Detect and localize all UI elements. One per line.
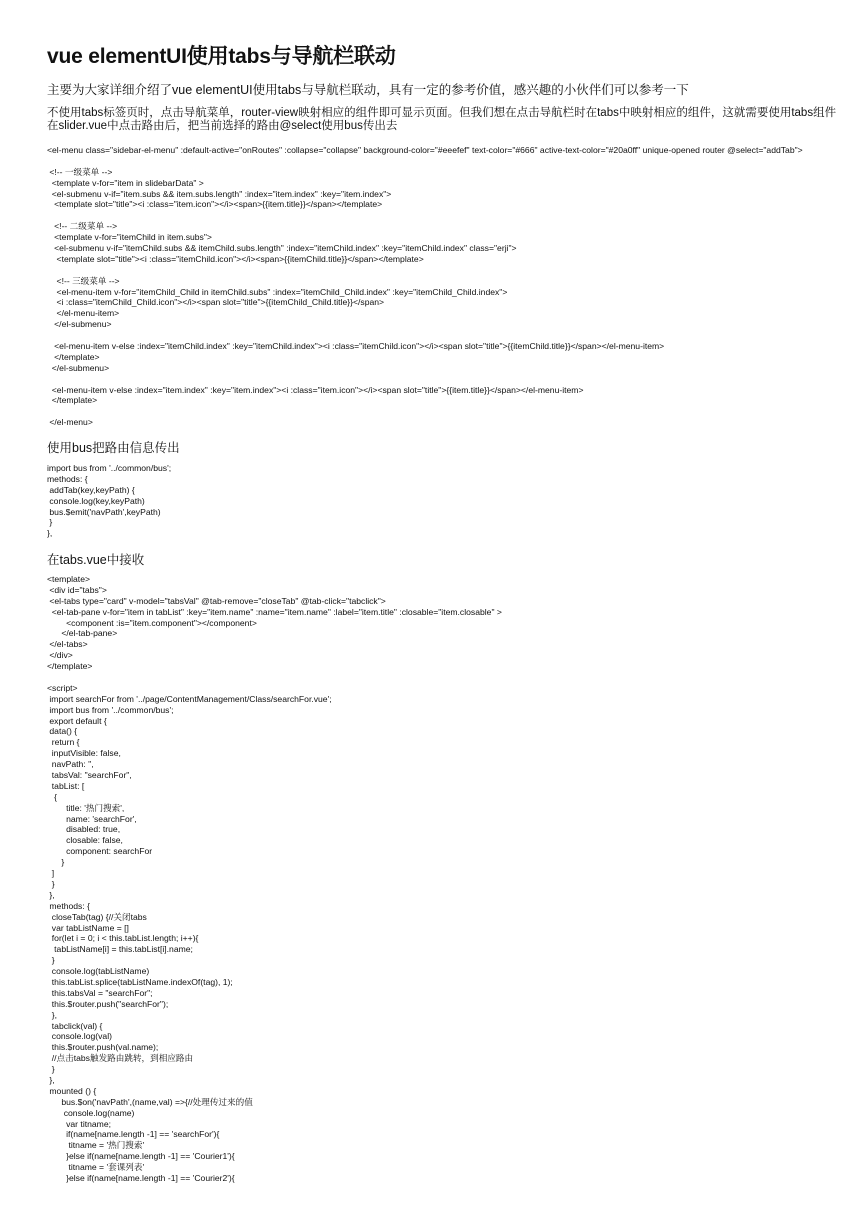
section-heading-tabs: 在tabs.vue中接收 — [47, 553, 145, 567]
code-line: tabclick(val) { — [47, 1020, 103, 1031]
code-line: tabsVal: "searchFor", — [47, 770, 132, 781]
section-heading-bus: 使用bus把路由信息传出 — [47, 441, 180, 455]
code-line: return { — [47, 737, 80, 748]
code-line: disabled: true, — [47, 824, 121, 835]
code-line: <template slot="title"><i :class="item.icon"></i><span>{{item.title}}</span></template> — [47, 199, 383, 210]
code-line: mounted () { — [47, 1085, 97, 1096]
code-line: <el-submenu v-if="item.subs && item.subs.length" :index="item.index" :key="item.index"> — [47, 188, 392, 199]
code-line: <template v-for="itemChild in item.subs"> — [47, 232, 212, 243]
code-line: <el-menu-item v-else :index="itemChild.index" :key="itemChild.index"><i :class="itemChild.icon"></i><span slot="title">{{itemChild.title}}</span></el-menu-item> — [47, 341, 665, 352]
code-line: export default { — [47, 715, 107, 726]
code-line: console.log(tabListName) — [47, 966, 150, 977]
code-line: <div id="tabs"> — [47, 584, 107, 595]
code-line: this.tabList.splice(tabListName.indexOf(tag), 1); — [47, 976, 233, 987]
code-line: console.log(key,keyPath) — [47, 495, 145, 506]
code-line: <el-submenu v-if="itemChild.subs && itemChild.subs.length" :index="itemChild.index" :key="itemChild.index" class="erji"> — [47, 243, 517, 254]
description-paragraph — [47, 107, 837, 133]
code-line: { — [47, 791, 58, 802]
code-line: bus.$emit('navPath',keyPath) — [47, 506, 161, 517]
code-line: <template v-for="item in slidebarData" > — [47, 177, 204, 188]
code-line: <i :class="itemChild_Child.icon"></i><span slot="title">{{itemChild_Child.title}}</span> — [47, 297, 385, 308]
paragraph-line: 在slider.vue中点击路由后，把当前选择的路由@select使用bus传出去 — [47, 120, 398, 132]
code-line: var titname; — [47, 1118, 111, 1129]
code-line: </template> — [47, 351, 100, 362]
code-line — [47, 156, 803, 167]
code-line: </template> — [47, 395, 98, 406]
code-line: <el-tabs type="card" v-model="tabsVal" @tab-remove="closeTab" @tab-click="tabclick"> — [47, 595, 386, 606]
code-line: <el-menu-item v-for="itemChild_Child in itemChild.subs" :index="itemChild_Child.index" :key="itemChild_Child.index"> — [47, 286, 508, 297]
code-line: </el-submenu> — [47, 362, 110, 373]
code-line: this.$router.push(val.name); — [47, 1042, 159, 1053]
code-line: bus.$on('navPath',(name,val) =>{//处理传过来的值 — [47, 1096, 253, 1107]
code-line: }else if(name[name.length -1] == 'Courier1'){ — [47, 1151, 235, 1162]
code-line: <script> — [47, 682, 78, 693]
code-line: } — [47, 517, 53, 528]
code-line: </div> — [47, 650, 73, 661]
code-line — [47, 672, 502, 683]
code-line: </el-menu> — [47, 417, 93, 428]
code-line: <el-tab-pane v-for="item in tabList" :key="item.name" :name="item.name" :label="item.title" :closable="item.closable" > — [47, 606, 502, 617]
code-line: } — [47, 1064, 55, 1075]
code-line: title: '热门搜索', — [47, 802, 125, 813]
code-line: component: searchFor — [47, 846, 153, 857]
code-line: <!-- 二级菜单 --> — [47, 221, 118, 232]
code-line: <el-menu-item v-else :index="item.index" :key="item.index"><i :class="item.icon"></i><span slot="title">{{item.title}}</span></el-menu-item> — [47, 384, 584, 395]
code-line: console.log(name) — [47, 1107, 135, 1118]
code-line: titname = '热门搜索' — [47, 1140, 145, 1151]
code-line: }, — [47, 1009, 58, 1020]
code-line: if(name[name.length -1] == 'searchFor'){ — [47, 1129, 220, 1140]
code-line: <component :is="item.component"></component> — [47, 617, 257, 628]
code-line — [47, 265, 803, 276]
code-line: } — [47, 857, 65, 868]
code-line: navPath: '', — [47, 759, 94, 770]
code-line: }, — [47, 889, 55, 900]
code-line: } — [47, 878, 55, 889]
code-line: ] — [47, 868, 55, 879]
page-title: vue elementUI使用tabs与导航栏联动 — [47, 45, 396, 68]
intro-text: 主要为大家详细介绍了vue elementUI使用tabs与导航栏联动，具有一定的参考价值，感兴趣的小伙伴们可以参考一下 — [47, 83, 689, 97]
code-line: } — [47, 955, 55, 966]
code-line: inputVisible: false, — [47, 748, 121, 759]
code-line: closable: false, — [47, 835, 123, 846]
code-line: import bus from '../common/bus'; — [47, 704, 174, 715]
code-line: data() { — [47, 726, 78, 737]
code-line: methods: { — [47, 473, 88, 484]
code-line: for(let i = 0; i < this.tabList.length; i++){ — [47, 933, 199, 944]
code-line: </el-menu-item> — [47, 308, 120, 319]
code-line: name: 'searchFor', — [47, 813, 137, 824]
code-line: }, — [47, 528, 53, 539]
code-line: import searchFor from '../page/ContentManagement/Class/searchFor.vue'; — [47, 693, 332, 704]
code-block-tabs — [47, 574, 502, 1184]
code-line — [47, 374, 803, 385]
code-line: //点击tabs触发路由跳转，到相应路由 — [47, 1053, 194, 1064]
code-line: <!-- 三级菜单 --> — [47, 275, 120, 286]
code-line: closeTab(tag) {//关闭tabs — [47, 911, 147, 922]
paragraph-line: 不使用tabs标签页时，点击导航菜单，router-view映射相应的组件即可显示页面。但我们想在点击导航栏时在tabs中映射相应的组件，这就需要使用tabs组件 — [47, 107, 837, 119]
code-line: console.log(val) — [47, 1031, 112, 1042]
code-line: <template slot="title"><i :class="itemChild.icon"></i><span>{{itemChild.title}}</span></template> — [47, 253, 424, 264]
code-line — [47, 406, 803, 417]
code-block-bus — [47, 463, 171, 539]
code-line: import bus from '../common/bus'; — [47, 463, 172, 473]
code-line: this.$router.push("searchFor"); — [47, 998, 169, 1009]
code-line: }, — [47, 1074, 55, 1085]
code-line: <el-menu class="sidebar-el-menu" :default-active="onRoutes" :collapse="collapse" background-color="#eeefef" text-color="#666" active-text-color="#20a0ff" unique-opened router @select="addTab"> — [47, 145, 803, 155]
code-line: this.tabsVal = "searchFor"; — [47, 987, 153, 998]
code-line: titname = '套课列表' — [47, 1162, 145, 1173]
code-line — [47, 210, 803, 221]
code-line: </el-tab-pane> — [47, 628, 118, 639]
code-line: addTab(key,keyPath) { — [47, 484, 135, 495]
code-line: <!-- 一级菜单 --> — [47, 166, 113, 177]
code-line: </el-submenu> — [47, 319, 112, 330]
code-line: }else if(name[name.length -1] == 'Courier2'){ — [47, 1172, 235, 1183]
code-line — [47, 330, 803, 341]
code-line: var tabListName = [] — [47, 922, 129, 933]
code-line: <template> — [47, 574, 90, 584]
code-line: </el-tabs> — [47, 639, 88, 650]
code-line: tabListName[i] = this.tabList[i].name; — [47, 944, 193, 955]
code-block-menu — [47, 145, 803, 428]
code-line: tabList: [ — [47, 780, 85, 791]
code-line: </template> — [47, 661, 93, 672]
code-line: methods: { — [47, 900, 90, 911]
